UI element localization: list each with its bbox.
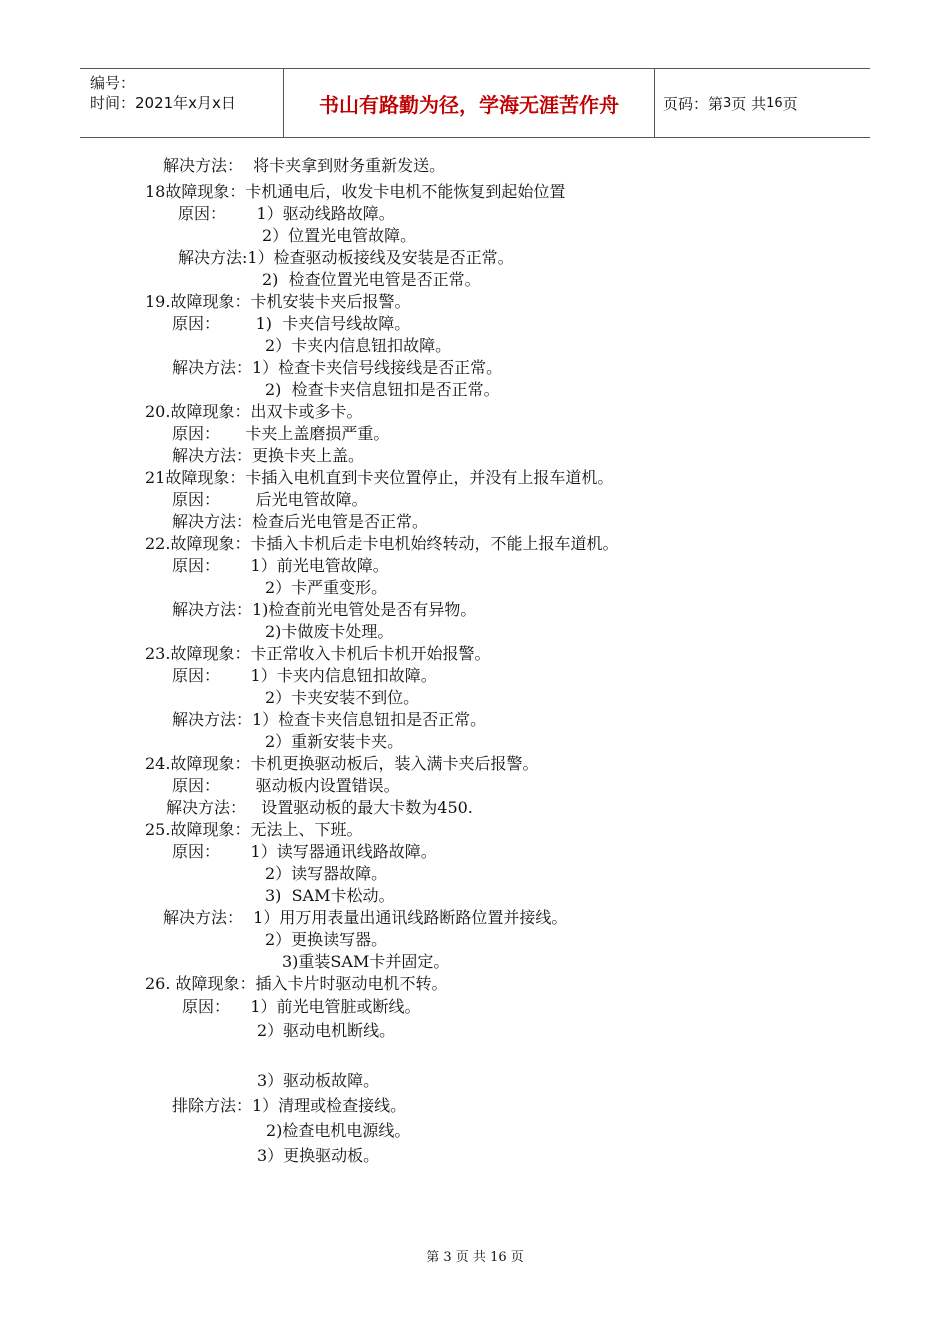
text-line: 2) 检查位置光电管是否正常。 — [262, 270, 481, 289]
page-header — [80, 68, 870, 138]
text-line: 26. 故障现象：插入卡片时驱动电机不转。 — [145, 974, 448, 993]
text-line: 原因： 后光电管故障。 — [172, 490, 368, 509]
page-footer — [0, 1246, 950, 1265]
text-line: 解决方法:1）检查驱动板接线及安装是否正常。 — [178, 248, 514, 267]
number-label: 编号： — [90, 74, 136, 92]
text-line: 2）卡夹内信息钮扣故障。 — [265, 336, 452, 355]
footer-suffix: 页 — [510, 1250, 524, 1265]
text-line: 3）更换驱动板。 — [257, 1146, 380, 1165]
text-line: 解决方法：更换卡夹上盖。 — [172, 446, 365, 465]
text-line: 2)检查电机电源线。 — [266, 1121, 411, 1140]
page-total: 16 — [766, 95, 783, 111]
text-line: 2）卡夹安装不到位。 — [265, 688, 420, 707]
text-line: 原因： 卡夹上盖磨损严重。 — [172, 424, 390, 443]
footer-page-number: 3 — [443, 1250, 452, 1265]
footer-mid: 页 共 — [455, 1250, 486, 1265]
text-line: 2）卡严重变形。 — [265, 578, 388, 597]
text-line: 3) SAM卡松动。 — [265, 886, 395, 905]
text-line: 排除方法：1）清理或检查接线。 — [172, 1096, 407, 1115]
text-line: 23.故障现象：卡正常收入卡机后卡机开始报警。 — [145, 644, 491, 663]
text-line: 原因： 1）卡夹内信息钮扣故障。 — [172, 666, 437, 685]
header-page-info — [663, 69, 798, 137]
header-meta — [90, 73, 236, 113]
text-line: 原因： 1）驱动线路故障。 — [178, 204, 395, 223]
text-line: 19.故障现象：卡机安装卡夹后报警。 — [145, 292, 411, 311]
footer-prefix: 第 — [426, 1250, 440, 1265]
text-line: 2）重新安装卡夹。 — [265, 732, 404, 751]
time-label: 时间：2021年x月x日 — [90, 94, 236, 112]
text-line: 原因： 1）前光电管脏或断线。 — [182, 997, 421, 1016]
text-line: 2）更换读写器。 — [265, 930, 388, 949]
text-line: 解决方法： 1）用万用表量出通讯线路断路位置并接线。 — [163, 908, 568, 927]
text-line: 原因： 驱动板内设置错误。 — [172, 776, 400, 795]
text-line: 3)重装SAM卡并固定。 — [282, 952, 450, 971]
page-number: 3 — [723, 95, 732, 111]
text-line: 21故障现象：卡插入电机直到卡夹位置停止，并没有上报车道机。 — [145, 468, 614, 487]
page-suffix: 页 — [782, 94, 798, 113]
text-line: 24.故障现象：卡机更换驱动板后，装入满卡夹后报警。 — [145, 754, 539, 773]
text-line: 2) 检查卡夹信息钮扣是否正常。 — [265, 380, 500, 399]
text-line: 22.故障现象：卡插入卡机后走卡电机始终转动，不能上报车道机。 — [145, 534, 619, 553]
header-divider — [654, 69, 655, 137]
text-line: 2）驱动电机断线。 — [257, 1021, 396, 1040]
text-line: 解决方法：检查后光电管是否正常。 — [172, 512, 429, 531]
text-line: 25.故障现象：无法上、下班。 — [145, 820, 363, 839]
text-line: 20.故障现象：出双卡或多卡。 — [145, 402, 363, 421]
text-line: 解决方法：1)检查前光电管处是否有异物。 — [172, 600, 477, 619]
text-line: 3）驱动板故障。 — [257, 1071, 380, 1090]
text-line: 2)卡做废卡处理。 — [265, 622, 394, 641]
text-line: 解决方法： 设置驱动板的最大卡数为450. — [166, 798, 473, 817]
text-line: 18故障现象：卡机通电后，收发卡电机不能恢复到起始位置 — [145, 182, 566, 201]
page-mid: 页 共 — [731, 94, 767, 113]
text-line: 原因： 1）读写器通讯线路故障。 — [172, 842, 437, 861]
text-line: 2）读写器故障。 — [265, 864, 388, 883]
text-line: 原因： 1）前光电管故障。 — [172, 556, 389, 575]
text-line: 解决方法：1）检查卡夹信息钮扣是否正常。 — [172, 710, 487, 729]
header-motto: 书山有路勤为径，学海无涯苦作舟 — [319, 92, 619, 117]
footer-page-total: 16 — [490, 1250, 507, 1265]
text-line: 原因： 1) 卡夹信号线故障。 — [172, 314, 411, 333]
page-prefix: 页码：第 — [663, 94, 724, 113]
text-line: 解决方法：1）检查卡夹信号线接线是否正常。 — [172, 358, 503, 377]
text-line: 2）位置光电管故障。 — [262, 226, 417, 245]
text-line: 解决方法： 将卡夹拿到财务重新发送。 — [163, 156, 446, 175]
